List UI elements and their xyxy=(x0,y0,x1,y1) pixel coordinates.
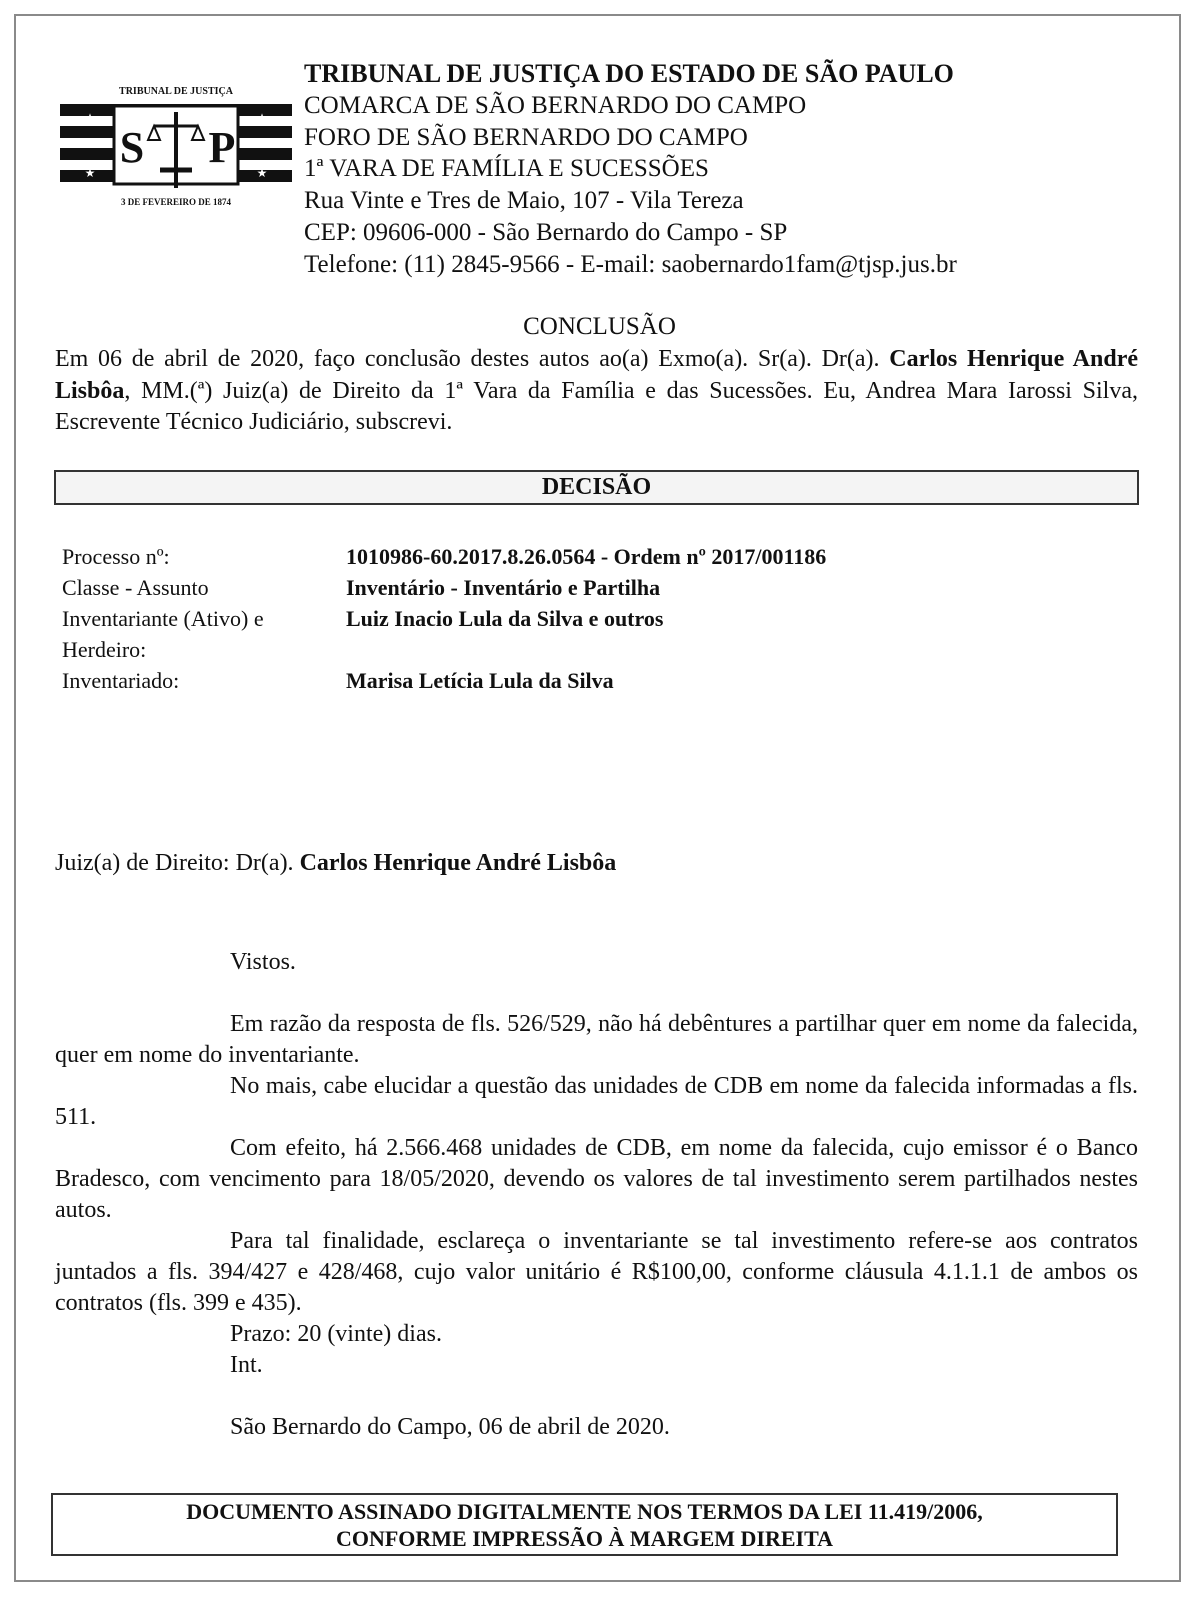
prazo: Prazo: 20 (vinte) dias. xyxy=(230,1321,442,1347)
court-header xyxy=(304,58,957,281)
footer-line-2: CONFORME IMPRESSÃO À MARGEM DIREITA xyxy=(335,1526,834,1551)
processo-value: 1010986-60.2017.8.26.0564 - Ordem nº 2017/001186 xyxy=(346,544,827,569)
foro: FORO DE SÃO BERNARDO DO CAMPO xyxy=(304,123,748,151)
decisao-title: DECISÃO xyxy=(54,470,1139,505)
juiz-prefix: Juiz(a) de Direito: Dr(a). xyxy=(55,850,300,876)
conclusao-text-after: , MM.(ª) Juiz(a) de Direito da 1ª Vara da Família e das Sucessões. Eu, Andrea Mara Iarossi Silva, Escrevente Técnico Judiciário, subscrevi. xyxy=(55,377,1138,435)
court-name: TRIBUNAL DE JUSTIÇA DO ESTADO DE SÃO PAULO xyxy=(304,59,954,88)
inventariado-value: Marisa Letícia Lula da Silva xyxy=(346,668,614,693)
paragraph-debentures: Em razão da resposta de fls. 526/529, não há debêntures a partilhar quer em nome da falecida, quer em nome do inventariante. xyxy=(55,1011,1138,1068)
int: Int. xyxy=(230,1352,263,1378)
paragraph-cdb-units: Com efeito, há 2.566.468 unidades de CDB, em nome da falecida, cujo emissor é o Banco Bradesco, com vencimento para 18/05/2020, devendo os valores de tal investimento serem partilhados nestes autos. xyxy=(55,1135,1138,1223)
svg-text:★: ★ xyxy=(256,166,268,180)
conclusao-title: CONCLUSÃO xyxy=(523,313,676,340)
inventariante-value: Luiz Inacio Lula da Silva e outros xyxy=(346,606,664,631)
classe-value: Inventário - Inventário e Partilha xyxy=(346,575,661,600)
logo-letter-p: P xyxy=(208,123,236,172)
inventariante-label: Inventariante (Ativo) e Herdeiro: xyxy=(62,606,264,662)
tjsp-coat-of-arms-logo xyxy=(60,40,292,212)
vistos: Vistos. xyxy=(230,949,296,975)
svg-text:★: ★ xyxy=(256,111,268,125)
svg-text:★: ★ xyxy=(84,166,96,180)
footer-line-1: DOCUMENTO ASSINADO DIGITALMENTE NOS TERMOS DA LEI 11.419/2006, xyxy=(186,1499,983,1524)
logo-letter-s: S xyxy=(119,123,145,172)
conclusao-judge-name: Carlos Henrique André Lisbôa xyxy=(55,346,1138,404)
vara: 1ª VARA DE FAMÍLIA E SUCESSÕES xyxy=(304,155,709,183)
inventariado-label: Inventariado: xyxy=(62,668,180,693)
date-place: São Bernardo do Campo, 06 de abril de 2020. xyxy=(230,1414,670,1440)
address: Rua Vinte e Tres de Maio, 107 - Vila Tereza xyxy=(304,187,744,215)
juiz-line xyxy=(55,850,616,877)
paragraph-clarification: Para tal finalidade, esclareça o inventariante se tal investimento refere-se aos contratos juntados a fls. 394/427 e 428/468, cujo valor unitário é R$100,00, conforme cláusula 4.1.1.1 de ambos os contratos (fls. 399 e 435). xyxy=(55,1228,1138,1316)
cep: CEP: 09606-000 - São Bernardo do Campo - SP xyxy=(304,218,788,246)
classe-label: Classe - Assunto xyxy=(62,575,209,600)
juiz-name: Carlos Henrique André Lisbôa xyxy=(299,850,617,876)
comarca: COMARCA DE SÃO BERNARDO DO CAMPO xyxy=(304,91,807,119)
processo-label: Processo nº: xyxy=(62,544,170,569)
conclusao-paragraph xyxy=(55,344,1138,439)
logo-top-text: TRIBUNAL DE JUSTIÇA xyxy=(119,86,233,97)
svg-text:★: ★ xyxy=(84,111,96,125)
contact: Telefone: (11) 2845-9566 - E-mail: saobernardo1fam@tjsp.jus.br xyxy=(304,250,957,278)
paragraph-cdb-question: No mais, cabe elucidar a questão das unidades de CDB em nome da falecida informadas a fls. 511. xyxy=(55,1073,1138,1130)
decision-body xyxy=(55,947,1138,1443)
digital-signature-notice xyxy=(51,1493,1118,1556)
conclusao-text-before: Em 06 de abril de 2020, faço conclusão destes autos ao(a) Exmo(a). Sr(a). Dr(a). xyxy=(55,346,890,372)
logo-bottom-text: 3 DE FEVEREIRO DE 1874 xyxy=(120,197,232,207)
